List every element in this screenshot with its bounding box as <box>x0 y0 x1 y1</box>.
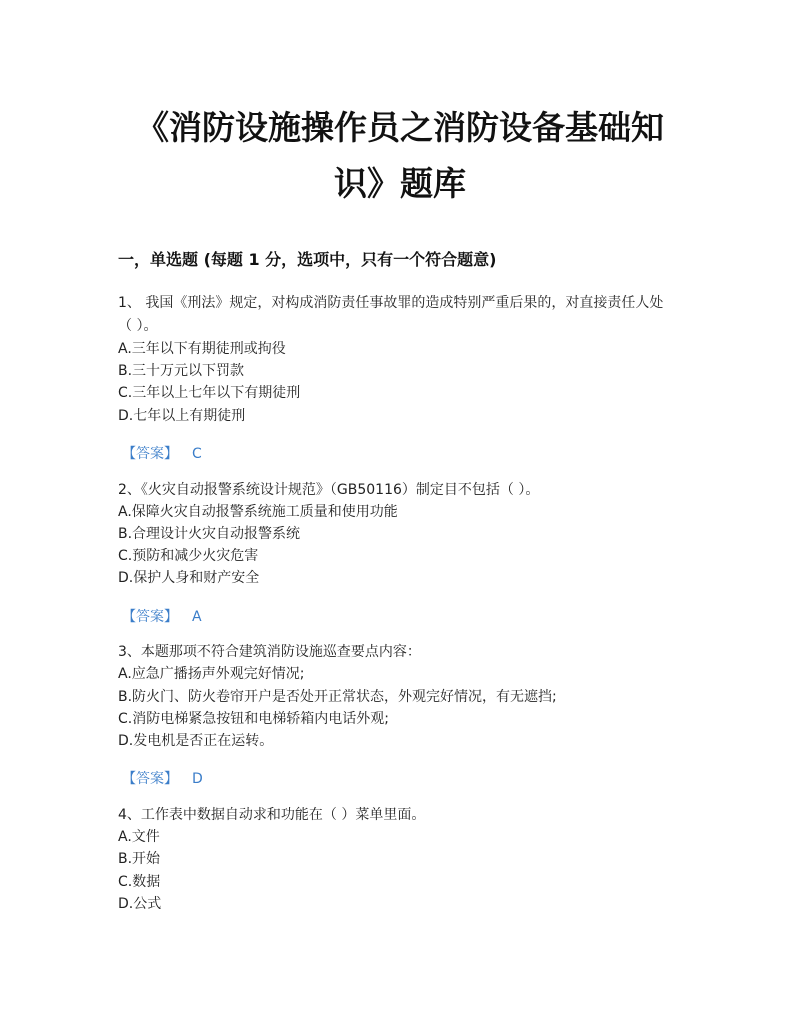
question-3-option-b: B.防火门、防火卷帘开户是否处开正常状态，外观完好情况，有无遮挡; <box>118 689 557 705</box>
question-3-option-d: D.发电机是否正在运转。 <box>118 733 274 749</box>
question-4-option-b: B.开始 <box>118 851 161 867</box>
question-4-option-c: C.数据 <box>118 874 161 890</box>
section-heading: 一，单选题 (每题 1 分，选项中，只有一个符合题意) <box>118 250 497 269</box>
question-3-answer <box>122 768 203 788</box>
answer-value: C <box>192 446 202 462</box>
question-3-stem: 3、本题那项不符合建筑消防设施巡查要点内容： <box>118 644 421 660</box>
question-3-option-c: C.消防电梯紧急按钮和电梯轿箱内电话外观; <box>118 711 389 727</box>
question-3-option-a: A.应急广播扬声外观完好情况; <box>118 666 305 682</box>
question-1-option-a: A.三年以下有期徒刑或拘役 <box>118 341 286 357</box>
question-2-option-a: A.保障火灾自动报警系统施工质量和使用功能 <box>118 504 398 520</box>
question-1-stem-cont: （ ）。 <box>118 318 158 334</box>
answer-label: 【答案】 <box>122 771 178 787</box>
question-1-stem: 1、 我国《刑法》规定，对构成消防责任事故罪的造成特别严重后果的，对直接责任人处 <box>118 295 664 311</box>
title-line-2: 识》题库 <box>334 164 466 203</box>
title-line-1: 《消防设施操作员之消防设备基础知 <box>136 108 664 147</box>
question-2-option-c: C.预防和减少火灾危害 <box>118 548 259 564</box>
question-2-answer <box>122 606 202 626</box>
question-1-option-d: D.七年以上有期徒刑 <box>118 408 246 424</box>
question-2-option-d: D.保护人身和财产安全 <box>118 570 260 586</box>
answer-value: A <box>192 609 202 625</box>
answer-label: 【答案】 <box>122 609 178 625</box>
question-1-option-b: B.三十万元以下罚款 <box>118 363 245 379</box>
question-1-option-c: C.三年以上七年以下有期徒刑 <box>118 385 301 401</box>
answer-value: D <box>192 771 203 787</box>
answer-label: 【答案】 <box>122 446 178 462</box>
question-4-stem: 4、工作表中数据自动求和功能在（ ）菜单里面。 <box>118 807 426 823</box>
question-2-option-b: B.合理设计火灾自动报警系统 <box>118 526 301 542</box>
question-4-option-d: D.公式 <box>118 896 162 912</box>
question-4-option-a: A.文件 <box>118 829 160 845</box>
question-1-answer <box>122 443 202 463</box>
question-2-stem: 2、《火灾自动报警系统设计规范》（GB50116）制定目不包括（ ）。 <box>118 482 540 498</box>
